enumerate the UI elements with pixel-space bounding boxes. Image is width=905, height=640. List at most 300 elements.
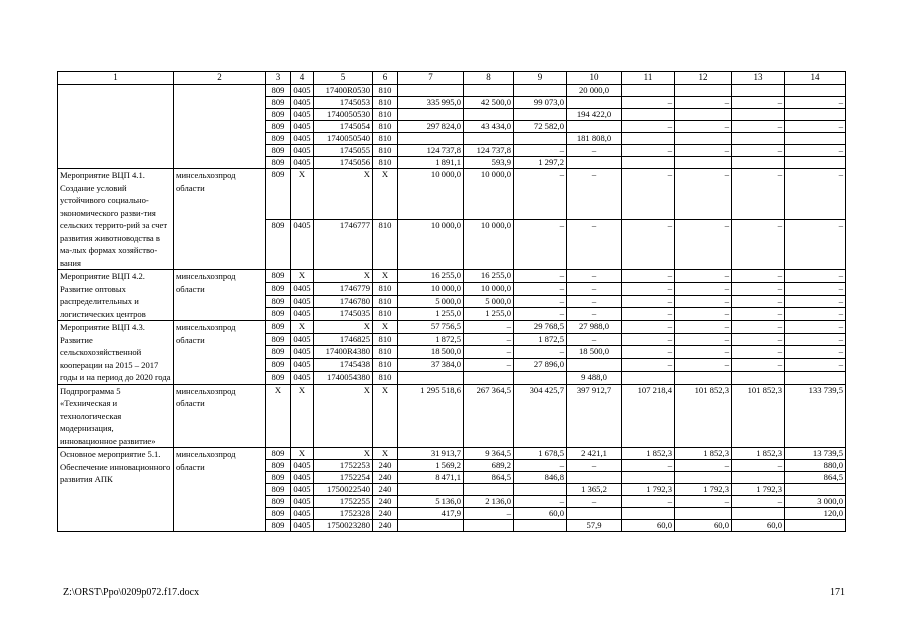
page-number: 171 xyxy=(830,587,845,598)
table-cell: 1752254 xyxy=(314,472,373,484)
table-cell: – xyxy=(675,219,732,270)
table-cell: 0405 xyxy=(291,371,314,384)
table-cell: 9 364,5 xyxy=(464,448,514,460)
table-cell: – xyxy=(785,219,846,270)
table-cell: 240 xyxy=(373,508,398,520)
table-cell: – xyxy=(622,97,675,109)
table-cell: – xyxy=(622,496,675,508)
table-cell: 10 000,0 xyxy=(398,169,464,220)
table-cell: – xyxy=(732,97,785,109)
table-cell: 809 xyxy=(266,282,291,295)
table-cell: 0405 xyxy=(291,282,314,295)
table-cell: – xyxy=(785,333,846,346)
table-cell: – xyxy=(732,121,785,133)
table-cell: 240 xyxy=(373,496,398,508)
table-cell: 1 678,5 xyxy=(514,448,567,460)
table-cell: – xyxy=(732,169,785,220)
table-cell: 240 xyxy=(373,472,398,484)
table-cell xyxy=(514,371,567,384)
table-cell: 810 xyxy=(373,282,398,295)
table-cell xyxy=(464,520,514,532)
table-cell: X xyxy=(291,270,314,283)
table-cell: – xyxy=(622,282,675,295)
table-cell: 810 xyxy=(373,295,398,308)
table-cell: X xyxy=(373,448,398,460)
table-cell: 267 364,5 xyxy=(464,384,514,448)
table-cell xyxy=(732,472,785,484)
table-cell: X xyxy=(314,169,373,220)
table-cell: 810 xyxy=(373,109,398,121)
table-cell xyxy=(622,371,675,384)
table-cell: – xyxy=(514,282,567,295)
table-cell: 0405 xyxy=(291,109,314,121)
table-cell: 0405 xyxy=(291,359,314,372)
table-cell: – xyxy=(514,308,567,321)
table-cell xyxy=(567,121,622,133)
table-cell: 99 073,0 xyxy=(514,97,567,109)
table-cell: 810 xyxy=(373,133,398,145)
table-cell xyxy=(567,359,622,372)
table-cell: 864,5 xyxy=(785,472,846,484)
table-cell: 1 852,3 xyxy=(732,448,785,460)
table-cell: – xyxy=(622,333,675,346)
column-number: 3 xyxy=(266,72,291,85)
table-cell: 1 295 518,6 xyxy=(398,384,464,448)
table-cell: 809 xyxy=(266,333,291,346)
executor-cell: минсельхозпрод области xyxy=(174,270,266,321)
activity-name-cell: Подпрограмма 5 «Техническая и технологическая модернизация, инновационное развитие» xyxy=(58,384,174,448)
table-cell: 335 995,0 xyxy=(398,97,464,109)
table-cell: – xyxy=(732,295,785,308)
table-cell: 0405 xyxy=(291,496,314,508)
table-cell: 124 737,8 xyxy=(398,145,464,157)
table-cell: 1746780 xyxy=(314,295,373,308)
table-cell xyxy=(398,484,464,496)
table-cell: 809 xyxy=(266,472,291,484)
table-cell xyxy=(398,133,464,145)
column-number: 11 xyxy=(622,72,675,85)
table-cell: 1745056 xyxy=(314,157,373,169)
table-cell: 0405 xyxy=(291,157,314,169)
table-cell: 0405 xyxy=(291,219,314,270)
table-cell xyxy=(675,109,732,121)
table-cell: 0405 xyxy=(291,85,314,97)
table-cell: – xyxy=(675,333,732,346)
table-cell: X xyxy=(291,169,314,220)
table-cell: 124 737,8 xyxy=(464,145,514,157)
table-cell: 3 000,0 xyxy=(785,496,846,508)
executor-cell: минсельхозпрод области xyxy=(174,384,266,448)
table-cell: – xyxy=(732,321,785,334)
table-cell: 42 500,0 xyxy=(464,97,514,109)
table-cell: – xyxy=(464,333,514,346)
table-cell: 846,8 xyxy=(514,472,567,484)
table-cell: 27 896,0 xyxy=(514,359,567,372)
table-cell: – xyxy=(675,359,732,372)
table-cell xyxy=(514,484,567,496)
table-cell: – xyxy=(622,321,675,334)
table-cell: – xyxy=(567,282,622,295)
table-cell: – xyxy=(732,219,785,270)
table-cell xyxy=(675,85,732,97)
column-number: 5 xyxy=(314,72,373,85)
table-row xyxy=(58,448,846,460)
table-cell: – xyxy=(622,460,675,472)
table-cell: – xyxy=(567,219,622,270)
table-cell: 1 852,3 xyxy=(622,448,675,460)
table-cell: 60,0 xyxy=(675,520,732,532)
column-number: 14 xyxy=(785,72,846,85)
table-cell: 181 808,0 xyxy=(567,133,622,145)
table-cell: 809 xyxy=(266,508,291,520)
table-cell: – xyxy=(567,333,622,346)
table-cell: – xyxy=(785,308,846,321)
table-row xyxy=(58,85,846,97)
table-cell: 0405 xyxy=(291,460,314,472)
table-cell: 810 xyxy=(373,308,398,321)
table-cell: – xyxy=(675,308,732,321)
table-cell: – xyxy=(732,145,785,157)
column-number: 7 xyxy=(398,72,464,85)
table-cell: 18 500,0 xyxy=(398,346,464,359)
executor-cell: минсельхозпрод области xyxy=(174,321,266,385)
table-cell: – xyxy=(785,97,846,109)
table-cell: 10 000,0 xyxy=(398,282,464,295)
table-cell: – xyxy=(622,346,675,359)
table-cell xyxy=(732,133,785,145)
table-cell: 593,9 xyxy=(464,157,514,169)
activity-name-cell xyxy=(58,85,174,169)
table-cell: 1 569,2 xyxy=(398,460,464,472)
table-cell: 0405 xyxy=(291,121,314,133)
table-cell: 29 768,5 xyxy=(514,321,567,334)
table-cell xyxy=(398,371,464,384)
table-cell xyxy=(567,508,622,520)
table-cell: 1 872,5 xyxy=(398,333,464,346)
table-cell: 1745054 xyxy=(314,121,373,133)
table-cell: – xyxy=(675,496,732,508)
table-cell: 101 852,3 xyxy=(675,384,732,448)
table-cell: 10 000,0 xyxy=(464,282,514,295)
table-cell: 810 xyxy=(373,219,398,270)
table-cell: – xyxy=(732,282,785,295)
table-cell: 810 xyxy=(373,145,398,157)
table-cell xyxy=(464,133,514,145)
table-cell xyxy=(732,371,785,384)
table-cell: 809 xyxy=(266,169,291,220)
table-cell: – xyxy=(675,295,732,308)
table-cell: 1740050530 xyxy=(314,109,373,121)
table-cell: – xyxy=(785,169,846,220)
table-cell xyxy=(785,520,846,532)
table-cell: – xyxy=(622,270,675,283)
table-cell: 0405 xyxy=(291,97,314,109)
table-cell: X xyxy=(314,270,373,283)
table-cell: 60,0 xyxy=(622,520,675,532)
executor-cell: минсельхозпрод области xyxy=(174,169,266,270)
table-cell: 0405 xyxy=(291,133,314,145)
table-cell: 809 xyxy=(266,295,291,308)
table-cell: 809 xyxy=(266,109,291,121)
table-cell: 1746825 xyxy=(314,333,373,346)
table-cell: – xyxy=(567,169,622,220)
table-cell: 0405 xyxy=(291,308,314,321)
table-cell: 864,5 xyxy=(464,472,514,484)
table-cell: 1752253 xyxy=(314,460,373,472)
table-cell: – xyxy=(514,346,567,359)
table-cell: 17400R4380 xyxy=(314,346,373,359)
table-cell xyxy=(732,508,785,520)
executor-cell: минсельхозпрод области xyxy=(174,448,266,532)
table-cell xyxy=(567,97,622,109)
table-cell: – xyxy=(464,321,514,334)
table-cell: 1 792,3 xyxy=(732,484,785,496)
table-cell: 43 434,0 xyxy=(464,121,514,133)
table-cell xyxy=(785,85,846,97)
table-cell xyxy=(732,157,785,169)
table-cell: 1745035 xyxy=(314,308,373,321)
table-cell: X xyxy=(291,321,314,334)
table-cell: 810 xyxy=(373,157,398,169)
table-cell xyxy=(514,133,567,145)
table-cell: 18 500,0 xyxy=(567,346,622,359)
budget-table xyxy=(57,71,846,532)
table-cell: 1740050540 xyxy=(314,133,373,145)
table-cell: – xyxy=(675,460,732,472)
table-row xyxy=(58,169,846,220)
table-cell: 0405 xyxy=(291,295,314,308)
table-cell: – xyxy=(732,346,785,359)
table-cell: 689,2 xyxy=(464,460,514,472)
table-cell: – xyxy=(732,308,785,321)
table-cell: 17400R0530 xyxy=(314,85,373,97)
table-cell: 1745055 xyxy=(314,145,373,157)
column-number: 12 xyxy=(675,72,732,85)
table-cell: 10 000,0 xyxy=(398,219,464,270)
column-number: 4 xyxy=(291,72,314,85)
table-cell: 0405 xyxy=(291,520,314,532)
table-cell xyxy=(514,85,567,97)
table-cell: 810 xyxy=(373,97,398,109)
table-cell xyxy=(622,157,675,169)
table-cell: 809 xyxy=(266,448,291,460)
table-cell: 417,9 xyxy=(398,508,464,520)
table-cell: 1752328 xyxy=(314,508,373,520)
table-cell: 810 xyxy=(373,371,398,384)
table-cell: 240 xyxy=(373,460,398,472)
table-cell xyxy=(732,85,785,97)
table-cell: – xyxy=(622,121,675,133)
table-cell xyxy=(464,85,514,97)
table-cell: – xyxy=(785,270,846,283)
table-cell xyxy=(567,472,622,484)
column-number: 6 xyxy=(373,72,398,85)
table-cell: – xyxy=(622,359,675,372)
table-cell: 10 000,0 xyxy=(464,169,514,220)
table-cell xyxy=(622,109,675,121)
table-cell: 1752255 xyxy=(314,496,373,508)
table-cell: 810 xyxy=(373,121,398,133)
table-cell xyxy=(675,133,732,145)
table-cell: – xyxy=(785,346,846,359)
table-cell: 809 xyxy=(266,460,291,472)
table-cell: – xyxy=(675,145,732,157)
table-cell: 809 xyxy=(266,346,291,359)
table-cell: 16 255,0 xyxy=(398,270,464,283)
table-cell: – xyxy=(732,359,785,372)
table-cell: – xyxy=(567,145,622,157)
table-cell: – xyxy=(464,508,514,520)
table-cell: – xyxy=(785,145,846,157)
table-cell: – xyxy=(567,460,622,472)
table-row xyxy=(58,270,846,283)
table-cell: X xyxy=(291,448,314,460)
table-cell: 810 xyxy=(373,346,398,359)
activity-name-cell: Основное мероприятие 5.1. Обеспечение инновационного развития АПК xyxy=(58,448,174,532)
table-cell: X xyxy=(266,384,291,448)
table-cell: – xyxy=(675,282,732,295)
table-cell: 57 756,5 xyxy=(398,321,464,334)
table-cell: – xyxy=(464,359,514,372)
table-cell: 809 xyxy=(266,321,291,334)
column-number: 2 xyxy=(174,72,266,85)
table-cell: – xyxy=(567,295,622,308)
table-cell: 297 824,0 xyxy=(398,121,464,133)
table-cell: 1746777 xyxy=(314,219,373,270)
table-cell: 107 218,4 xyxy=(622,384,675,448)
table-cell: – xyxy=(675,346,732,359)
table-cell: – xyxy=(675,169,732,220)
table-cell: 240 xyxy=(373,520,398,532)
table-cell: 809 xyxy=(266,484,291,496)
table-cell: – xyxy=(785,121,846,133)
table-cell: 809 xyxy=(266,85,291,97)
table-cell: 1 792,3 xyxy=(622,484,675,496)
table-cell: 5 000,0 xyxy=(398,295,464,308)
table-cell: X xyxy=(314,384,373,448)
table-cell: – xyxy=(732,270,785,283)
table-cell: 880,0 xyxy=(785,460,846,472)
table-cell xyxy=(622,133,675,145)
table-cell: – xyxy=(732,333,785,346)
table-cell: 809 xyxy=(266,308,291,321)
file-path: Z:\ORST\Ppo\0209p072.f17.docx xyxy=(63,587,200,598)
table-cell: 1 891,1 xyxy=(398,157,464,169)
table-cell: X xyxy=(314,321,373,334)
table-cell: – xyxy=(514,496,567,508)
table-cell: X xyxy=(314,448,373,460)
table-cell xyxy=(785,109,846,121)
table-cell xyxy=(398,109,464,121)
table-cell xyxy=(398,85,464,97)
table-cell: 240 xyxy=(373,484,398,496)
table-cell: – xyxy=(514,460,567,472)
table-cell: – xyxy=(785,282,846,295)
table-cell: 1 365,2 xyxy=(567,484,622,496)
table-cell xyxy=(785,371,846,384)
table-cell: 810 xyxy=(373,85,398,97)
table-cell: – xyxy=(785,321,846,334)
table-cell: 810 xyxy=(373,333,398,346)
table-cell: 1 872,5 xyxy=(514,333,567,346)
table-cell xyxy=(622,508,675,520)
table-cell xyxy=(464,109,514,121)
table-cell: 809 xyxy=(266,133,291,145)
table-cell: 809 xyxy=(266,520,291,532)
column-number-row xyxy=(58,72,846,85)
table-cell: 0405 xyxy=(291,346,314,359)
table-cell xyxy=(785,133,846,145)
table-cell: 809 xyxy=(266,97,291,109)
table-cell: 1746779 xyxy=(314,282,373,295)
table-cell: 194 422,0 xyxy=(567,109,622,121)
table-cell xyxy=(514,520,567,532)
table-cell: 1750023280 xyxy=(314,520,373,532)
table-cell: 809 xyxy=(266,157,291,169)
table-cell: – xyxy=(567,270,622,283)
table-row xyxy=(58,384,846,448)
table-cell: 809 xyxy=(266,270,291,283)
table-cell: 0405 xyxy=(291,145,314,157)
table-cell xyxy=(675,371,732,384)
table-cell: – xyxy=(622,169,675,220)
table-cell: – xyxy=(514,169,567,220)
table-cell: X xyxy=(373,169,398,220)
table-cell: 809 xyxy=(266,359,291,372)
table-cell: 1 297,2 xyxy=(514,157,567,169)
table-cell: 27 988,0 xyxy=(567,321,622,334)
table-cell: 1750022540 xyxy=(314,484,373,496)
table-cell: 60,0 xyxy=(732,520,785,532)
table-cell: 60,0 xyxy=(514,508,567,520)
column-number: 13 xyxy=(732,72,785,85)
table-cell: 1 852,3 xyxy=(675,448,732,460)
table-cell: X xyxy=(291,384,314,448)
table-cell: 57,9 xyxy=(567,520,622,532)
table-cell: 809 xyxy=(266,145,291,157)
column-number: 8 xyxy=(464,72,514,85)
table-cell: 0405 xyxy=(291,472,314,484)
activity-name-cell: Мероприятие ВЦП 4.3. Развитие сельскохозяйственной кооперации на 2015 – 2017 годы и на период до 2020 года xyxy=(58,321,174,385)
table-cell: 809 xyxy=(266,496,291,508)
table-cell: 10 000,0 xyxy=(464,219,514,270)
table-cell: – xyxy=(675,121,732,133)
table-cell: – xyxy=(622,219,675,270)
table-cell: 397 912,7 xyxy=(567,384,622,448)
activity-name-cell: Мероприятие ВЦП 4.2. Развитие оптовых распределительных и логистических центров xyxy=(58,270,174,321)
table-cell: – xyxy=(622,295,675,308)
activity-name-cell: Мероприятие ВЦП 4.1. Создание условий устойчивого социально-экономического разви-тия сельских террито-рий за счет развития животноводства в ма-лых формах хозяйство-вания xyxy=(58,169,174,270)
table-cell xyxy=(785,484,846,496)
column-number: 1 xyxy=(58,72,174,85)
table-cell: 1 255,0 xyxy=(398,308,464,321)
executor-cell xyxy=(174,85,266,169)
table-cell: 31 913,7 xyxy=(398,448,464,460)
table-cell: 810 xyxy=(373,359,398,372)
table-cell: – xyxy=(732,460,785,472)
table-cell: – xyxy=(514,145,567,157)
table-cell: 1 255,0 xyxy=(464,308,514,321)
table-cell: – xyxy=(567,496,622,508)
table-cell: 8 471,1 xyxy=(398,472,464,484)
table-cell xyxy=(622,85,675,97)
table-cell: 1745438 xyxy=(314,359,373,372)
table-cell: 304 425,7 xyxy=(514,384,567,448)
table-cell: 37 384,0 xyxy=(398,359,464,372)
table-cell xyxy=(398,520,464,532)
table-cell: – xyxy=(514,219,567,270)
table-cell: – xyxy=(622,308,675,321)
